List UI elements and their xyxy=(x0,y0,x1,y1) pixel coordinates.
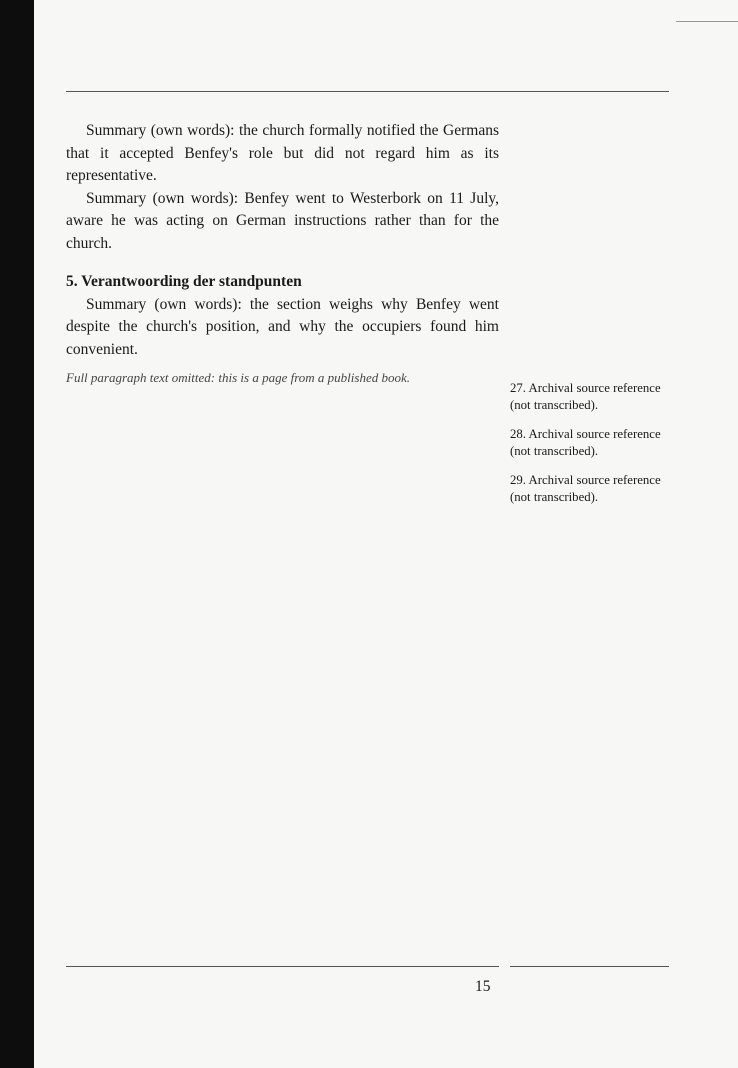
paragraph-summary-1: Summary (own words): the church formally notified the Germans that it accepted Benfey's role but did not regard him as its representative. xyxy=(66,122,499,184)
corner-rule xyxy=(676,21,738,22)
main-text-column xyxy=(66,120,499,387)
transcription-note: Full paragraph text omitted: this is a page from a published book. xyxy=(66,370,410,385)
footnote-28 xyxy=(510,426,678,460)
footnote-number: 27. xyxy=(510,381,526,395)
paragraph-summary-3: Summary (own words): the section weighs why Benfey went despite the church's position, and why the occupiers found him convenient. xyxy=(66,295,499,358)
footnote-text: Archival source reference (not transcribed). xyxy=(510,473,661,504)
page-number: 15 xyxy=(475,978,491,995)
footnote-text: Archival source reference (not transcribed). xyxy=(510,381,661,412)
footnote-27 xyxy=(510,380,678,414)
footnote-number: 28. xyxy=(510,427,526,441)
section-heading: 5. Verantwoording der standpunten xyxy=(66,273,302,290)
footer-rule-side xyxy=(510,966,669,967)
paragraph-summary-2: Summary (own words): Benfey went to Westerbork on 11 July, aware he was acting on German instructions rather than for the church. xyxy=(66,189,499,252)
footnote-column xyxy=(510,380,678,518)
footer-rule-main xyxy=(66,966,499,967)
header-rule xyxy=(66,91,669,92)
footnote-29 xyxy=(510,472,678,506)
book-spine-shadow xyxy=(0,0,34,1068)
footnote-text: Archival source reference (not transcribed). xyxy=(510,427,661,458)
footnote-number: 29. xyxy=(510,473,526,487)
